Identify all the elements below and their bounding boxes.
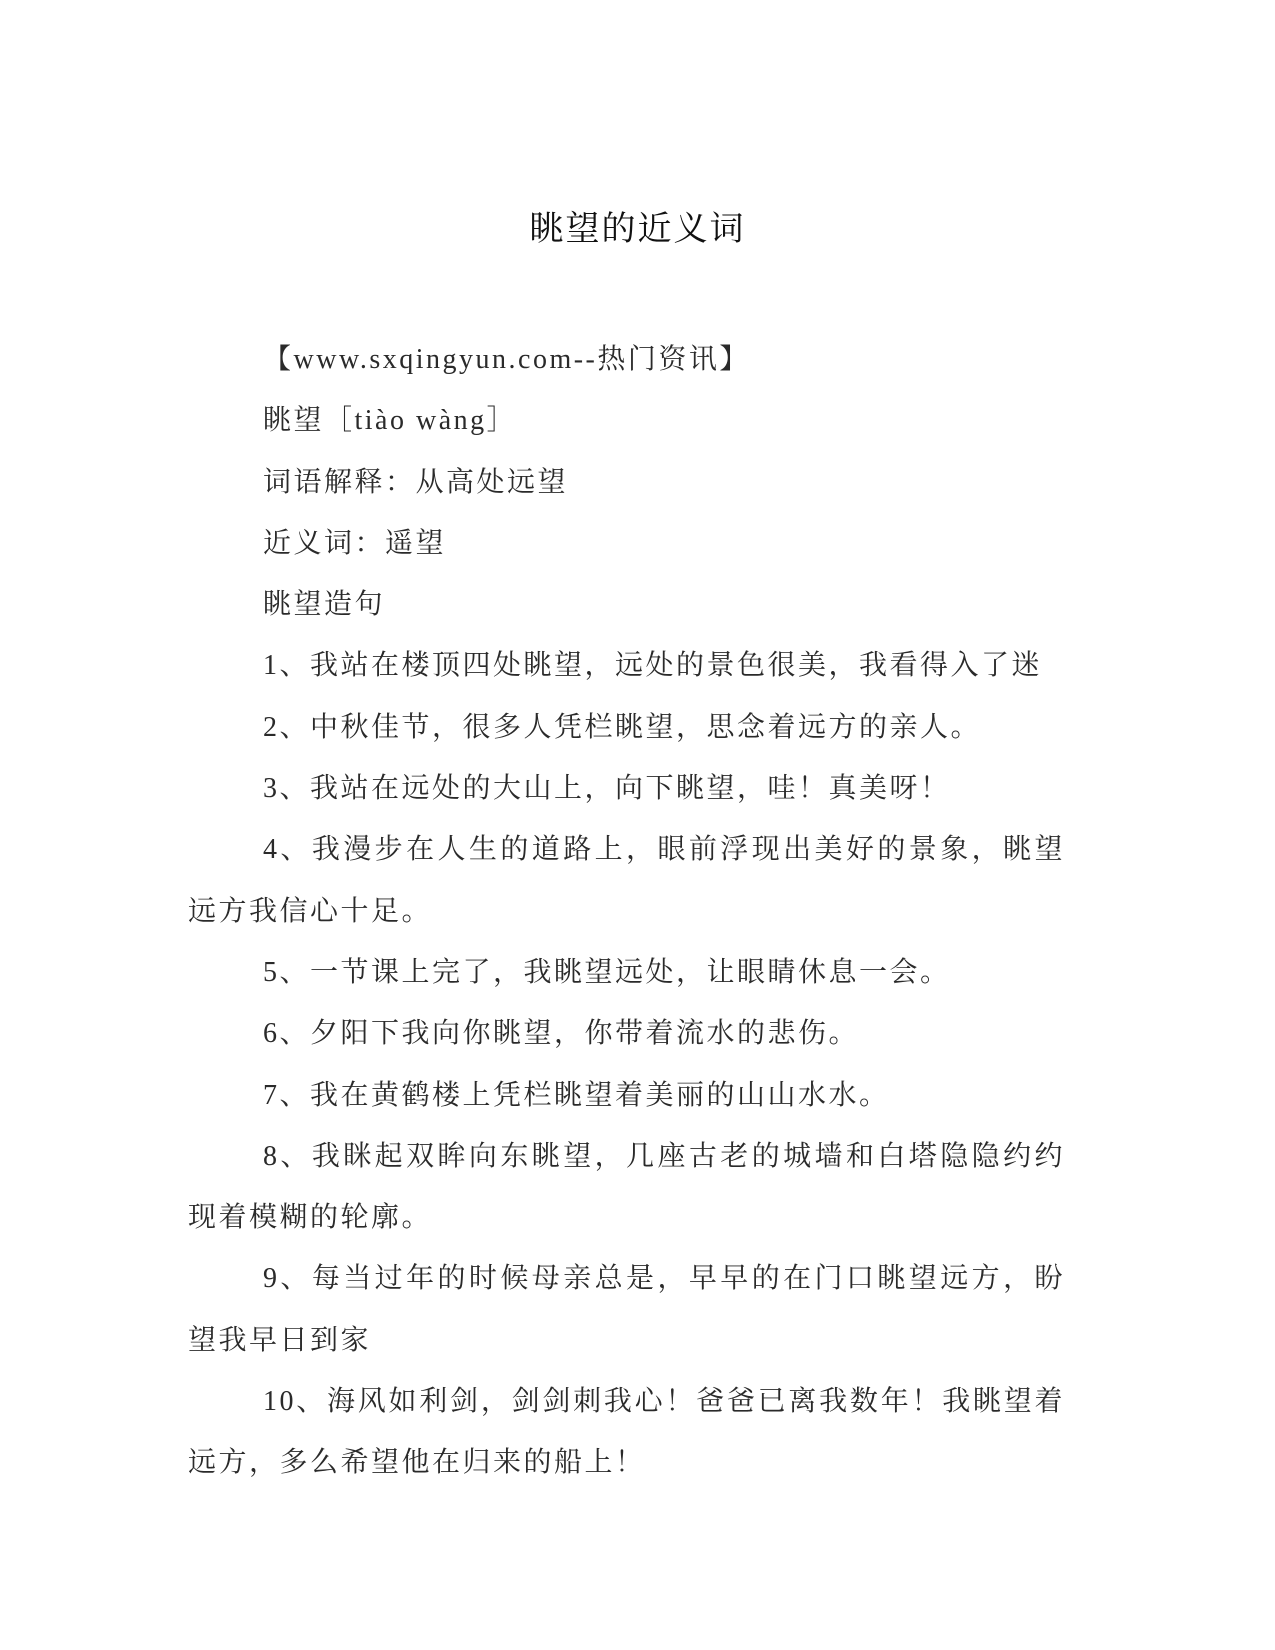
source-banner: 【www.sxqingyun.com--热门资讯】 [263,344,750,375]
sentence-item-2: 2、中秋佳节，很多人凭栏眺望，思念着远方的亲人。 [263,711,982,743]
sentence-item-8: 8、我眯起双眸向东眺望，几座古老的城墙和白塔隐隐约约现着模糊的轮廓。 [188,1140,1065,1234]
sentence-item-7: 7、我在黄鹤楼上凭栏眺望着美丽的山山水水。 [263,1079,890,1111]
sentence-item-4: 4、我漫步在人生的道路上，眼前浮现出美好的景象，眺望远方我信心十足。 [188,834,1065,927]
synonym-line: 近义词：遥望 [263,527,447,559]
document-body [188,329,1065,1494]
sentence-item-6: 6、夕阳下我向你眺望，你带着流水的悲伤。 [263,1018,860,1050]
term-with-pinyin: 眺望［tiào wàng］ [263,405,518,437]
sentence-item-9: 9、每当过年的时候母亲总是，早早的在门口眺望远方，盼望我早日到家 [188,1263,1065,1356]
page-title: 眺望的近义词 [529,210,746,248]
sentence-item-5: 5、一节课上完了，我眺望远处，让眼睛休息一会。 [263,956,951,988]
definition-line: 词语解释：从高处远望 [263,466,569,498]
section-heading: 眺望造句 [263,589,386,621]
sentence-item-10: 10、海风如利剑，剑剑刺我心！爸爸已离我数年！我眺望着远方，多么希望他在归来的船上！ [188,1386,1065,1479]
sentence-item-3: 3、我站在远处的大山上，向下眺望，哇！真美呀！ [263,773,951,805]
sentence-item-1: 1、我站在楼顶四处眺望，远处的景色很美，我看得入了迷 [263,650,1043,682]
